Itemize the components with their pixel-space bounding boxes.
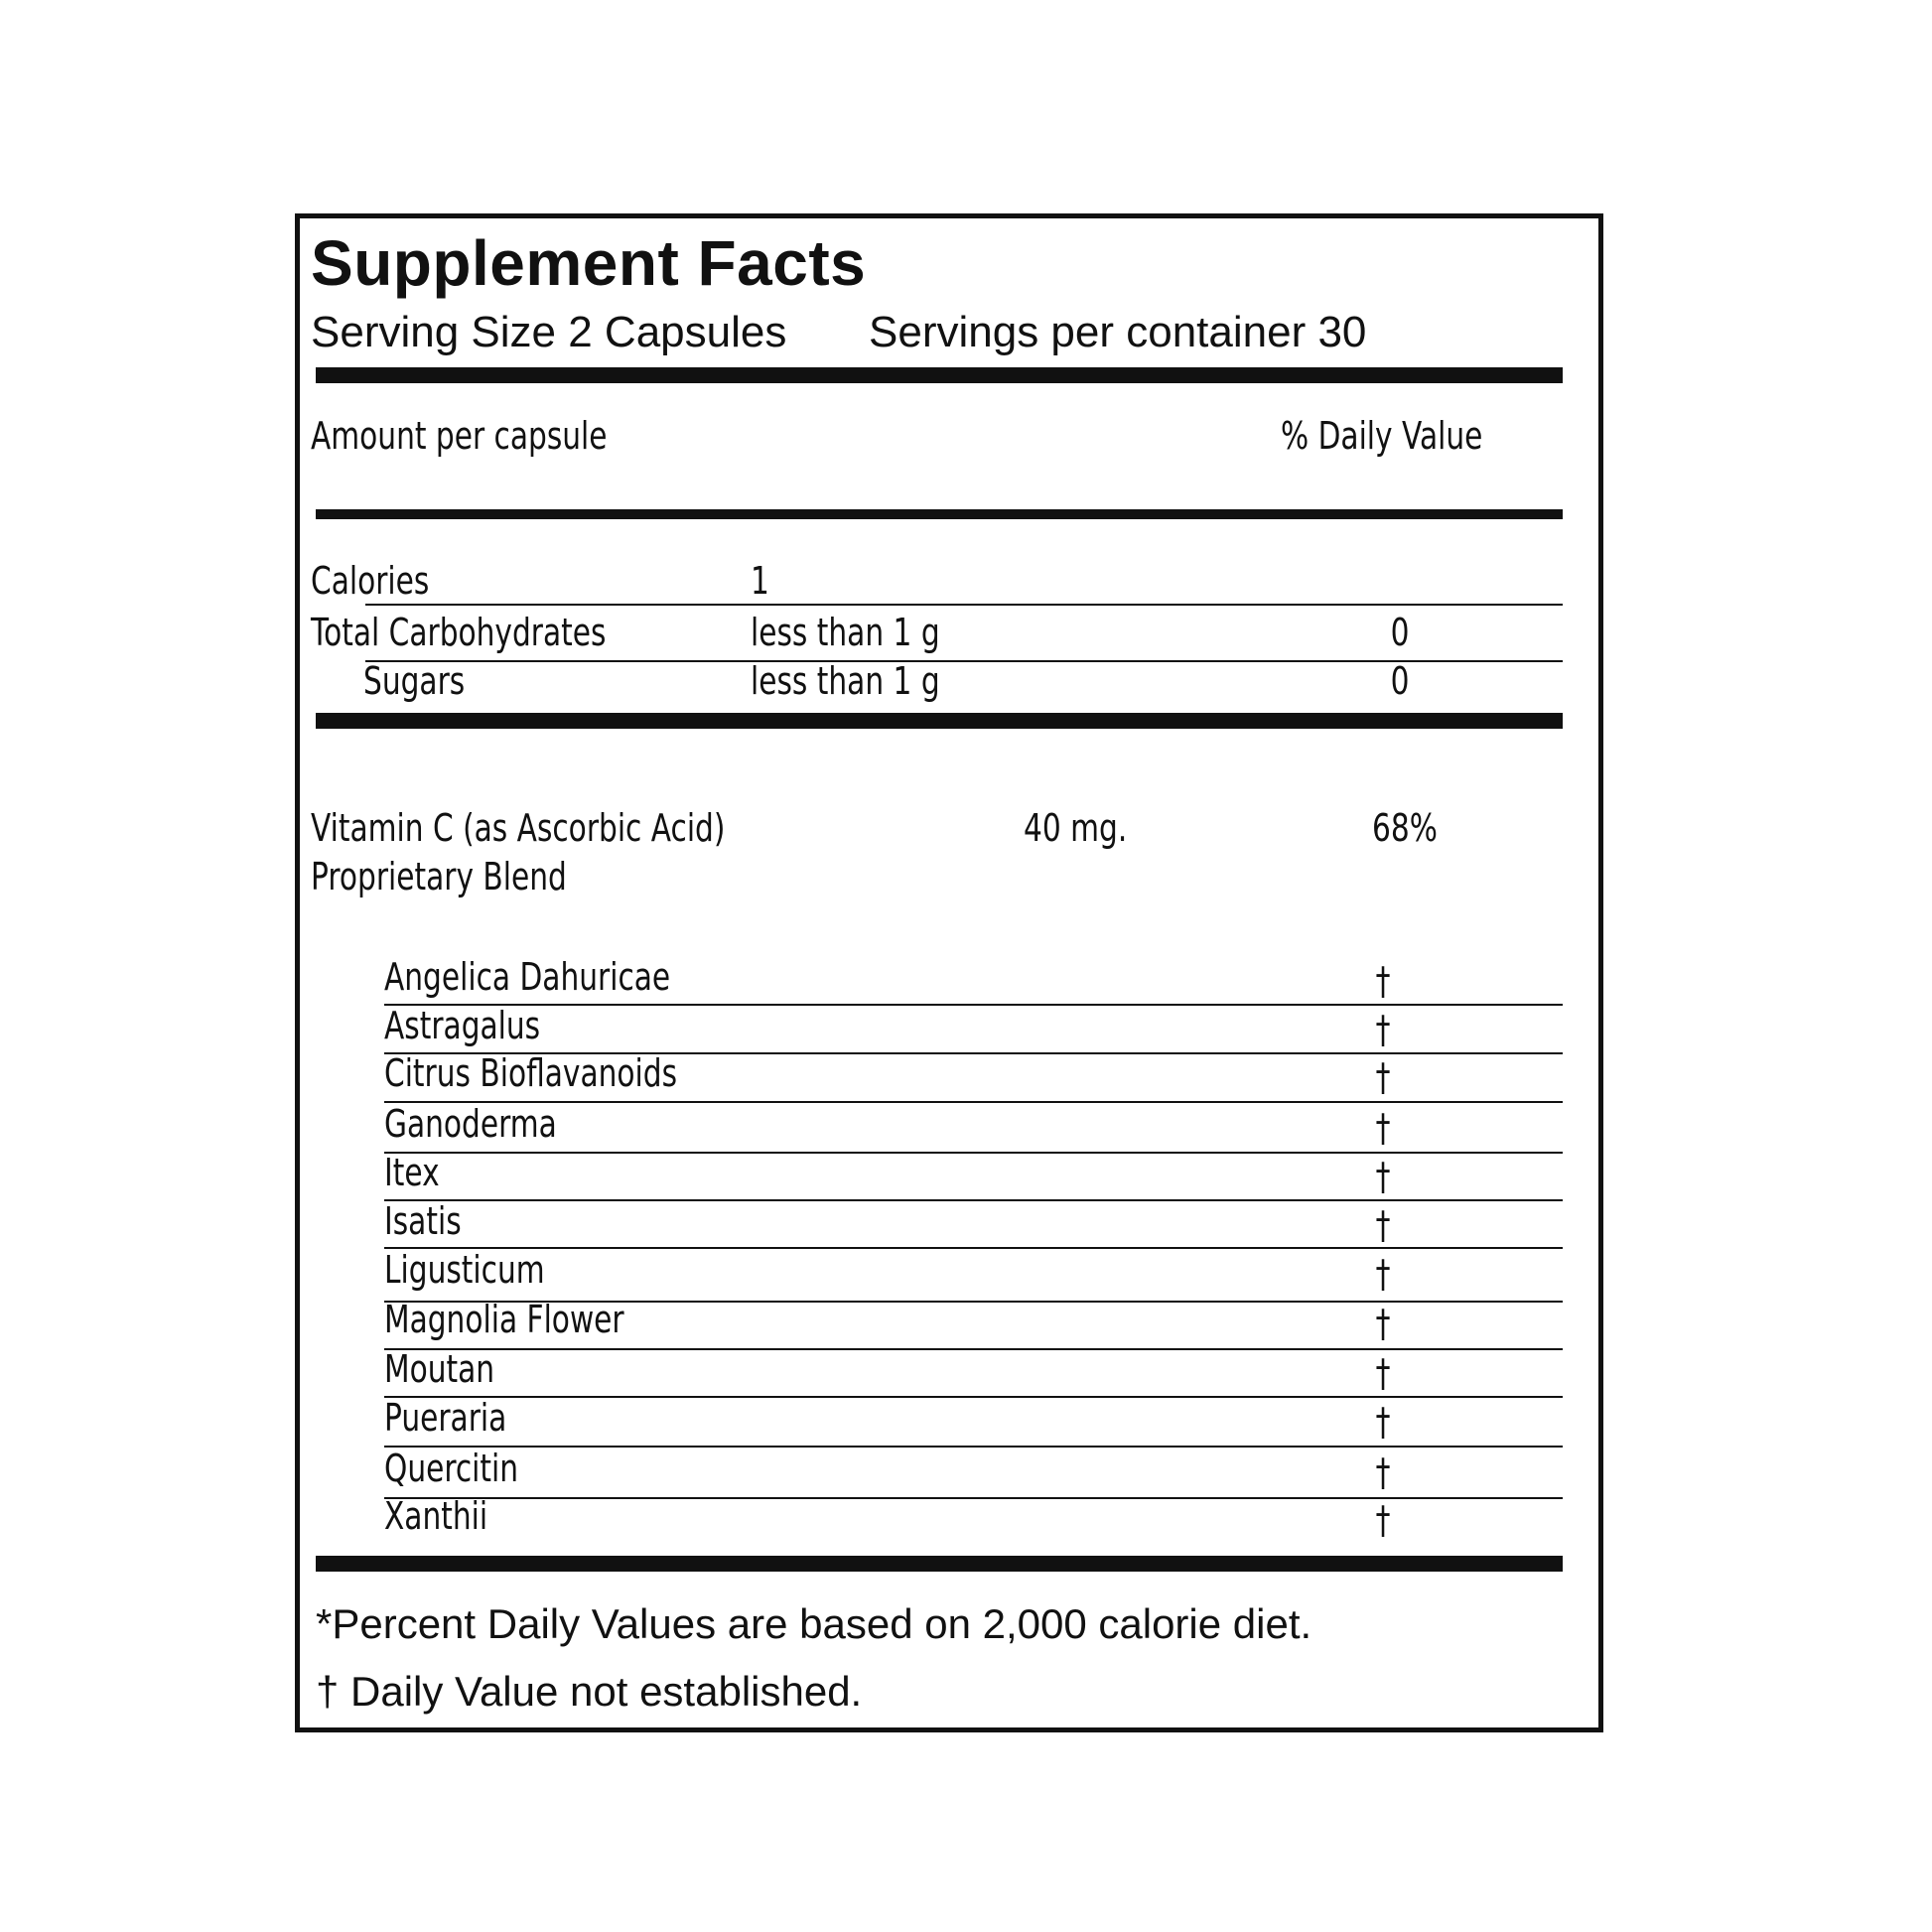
row-divider [384, 1004, 1563, 1006]
daily-value-label: % Daily Value [1281, 414, 1483, 458]
nutrient-amount-sugars: less than 1 g [751, 659, 940, 703]
blend-ingredient-dv: † [1375, 1498, 1391, 1542]
thick-divider-top [316, 367, 1563, 383]
blend-ingredient-name: Xanthii [384, 1494, 488, 1538]
row-divider [384, 1348, 1563, 1350]
nutrient-name-calories: Calories [311, 559, 430, 603]
blend-ingredient-dv: † [1375, 1252, 1391, 1296]
row-divider [365, 604, 1563, 606]
footnote-dagger: † Daily Value not established. [316, 1668, 863, 1715]
row-divider [384, 1396, 1563, 1398]
blend-ingredient-dv: † [1375, 1106, 1391, 1150]
serving-size: Serving Size 2 Capsules [311, 308, 787, 356]
blend-ingredient-dv: † [1375, 1351, 1391, 1395]
blend-ingredient-name: Pueraria [384, 1396, 507, 1440]
blend-ingredient-name: Ligusticum [384, 1248, 545, 1292]
blend-ingredient-name: Magnolia Flower [384, 1298, 624, 1341]
vitamin-c-dv: 68% [1372, 806, 1438, 850]
proprietary-blend-label: Proprietary Blend [311, 855, 567, 898]
vitamin-c-name: Vitamin C (as Ascorbic Acid) [311, 806, 726, 850]
blend-ingredient-name: Moutan [384, 1347, 495, 1391]
footnote-percent-daily-values: *Percent Daily Values are based on 2,000 calorie diet. [316, 1600, 1312, 1647]
blend-ingredient-dv: † [1375, 959, 1391, 1003]
thick-divider-bottom [316, 1556, 1563, 1572]
nutrient-name-carbs: Total Carbohydrates [311, 611, 607, 654]
nutrient-dv-carbs: 0 [1390, 611, 1410, 654]
servings-per-container: Servings per container 30 [869, 308, 1367, 356]
row-divider [384, 1247, 1563, 1249]
blend-ingredient-name: Angelica Dahuricae [384, 955, 671, 999]
nutrient-name-sugars: Sugars [363, 659, 466, 703]
blend-ingredient-dv: † [1375, 1450, 1391, 1494]
blend-ingredient-name: Isatis [384, 1199, 462, 1243]
blend-ingredient-dv: † [1375, 1008, 1391, 1051]
blend-ingredient-name: Ganoderma [384, 1102, 557, 1146]
blend-ingredient-dv: † [1375, 1302, 1391, 1345]
blend-ingredient-name: Astragalus [384, 1004, 541, 1047]
blend-ingredient-name: Quercitin [384, 1447, 519, 1490]
row-divider [384, 1446, 1563, 1448]
blend-ingredient-dv: † [1375, 1055, 1391, 1099]
nutrient-amount-carbs: less than 1 g [751, 611, 940, 654]
blend-ingredient-name: Citrus Bioflavanoids [384, 1051, 678, 1095]
row-divider [384, 1199, 1563, 1201]
nutrient-dv-sugars: 0 [1390, 659, 1410, 703]
row-divider [384, 1101, 1563, 1103]
blend-ingredient-dv: † [1375, 1400, 1391, 1444]
nutrient-amount-calories: 1 [751, 559, 769, 603]
row-divider [384, 1152, 1563, 1154]
vitamin-c-amount: 40 mg. [1024, 806, 1128, 850]
thick-divider-header [316, 509, 1563, 519]
blend-ingredient-dv: † [1375, 1155, 1391, 1198]
blend-ingredient-dv: † [1375, 1203, 1391, 1247]
panel-title: Supplement Facts [311, 227, 867, 299]
amount-per-capsule-label: Amount per capsule [311, 414, 608, 458]
row-divider [365, 660, 1563, 662]
blend-ingredient-name: Itex [384, 1151, 440, 1194]
thick-divider-nutrients [316, 713, 1563, 729]
